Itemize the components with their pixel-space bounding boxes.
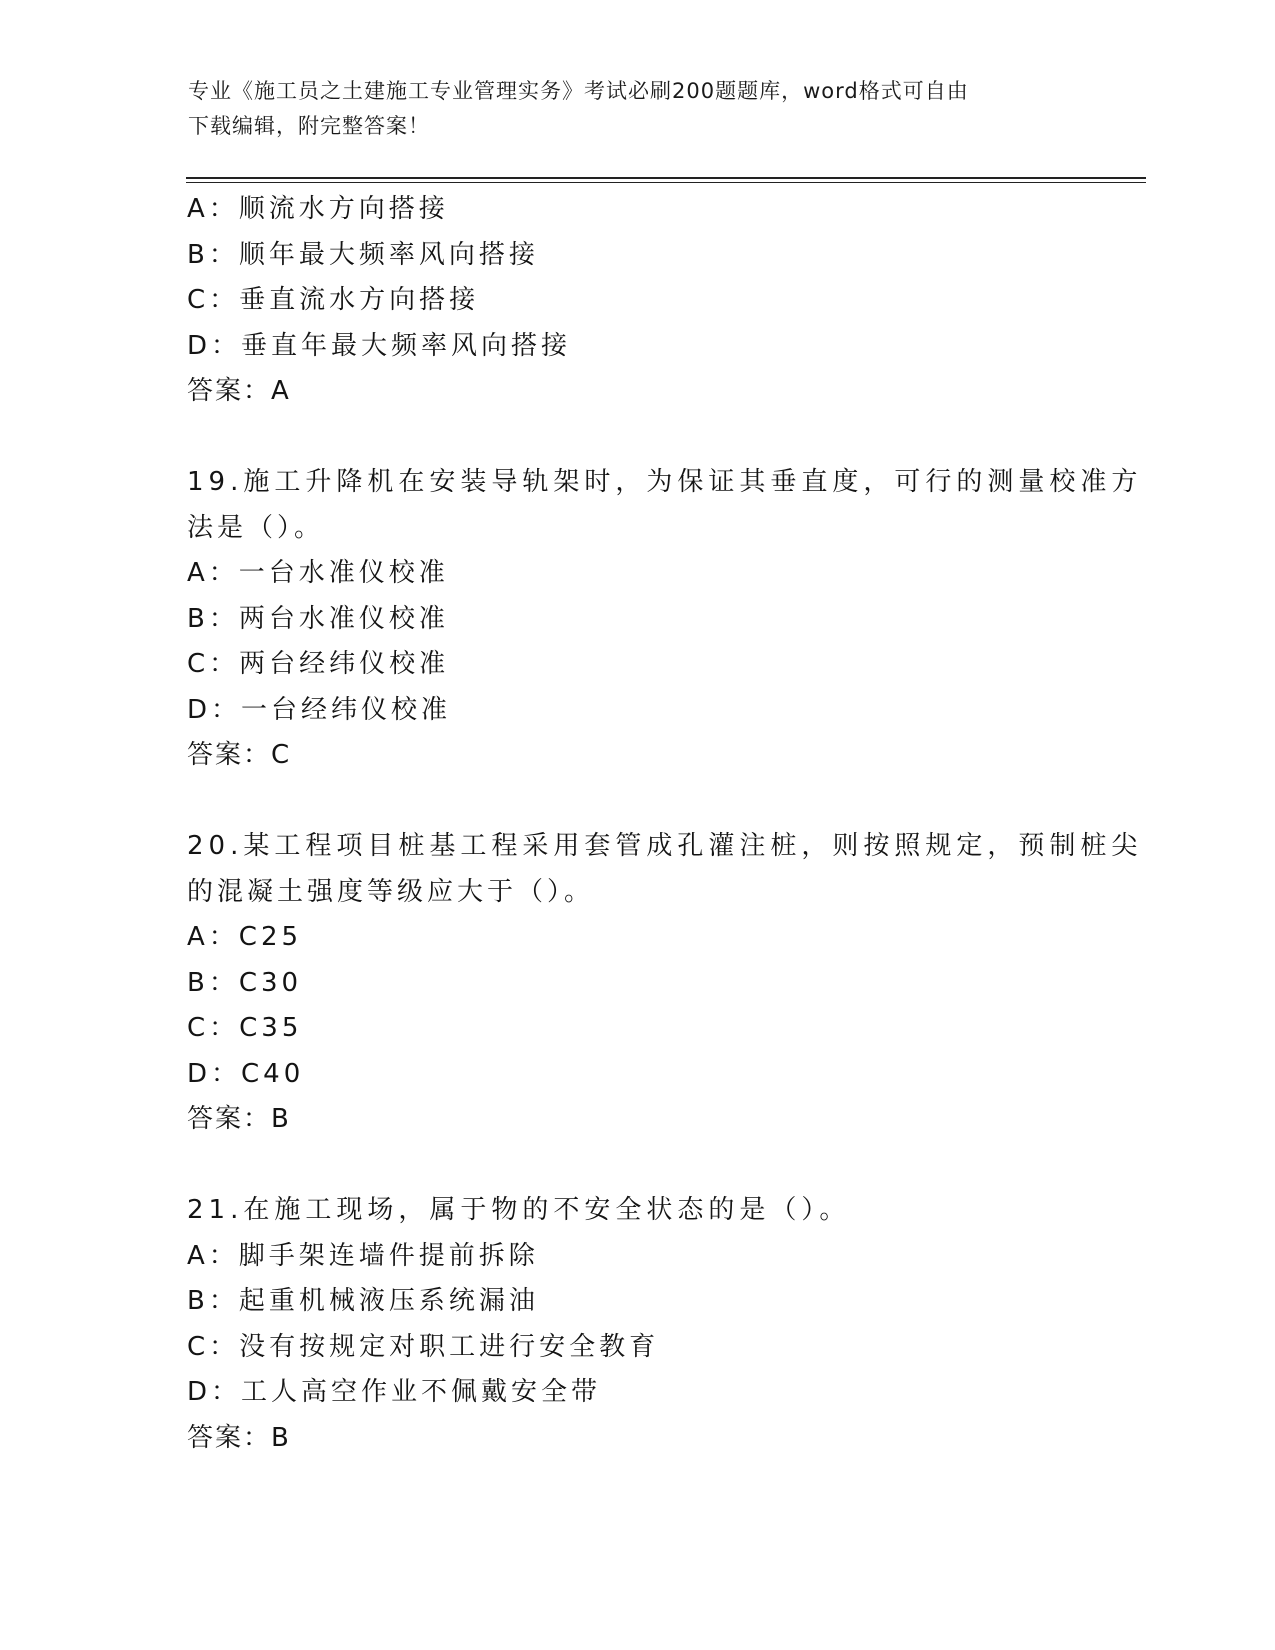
option-c: C：没有按规定对职工进行安全教育 bbox=[187, 1331, 660, 1362]
option-d: D：一台经纬仪校准 bbox=[187, 694, 452, 725]
question-stem-line-2: 法是（）。 bbox=[187, 512, 325, 543]
spacer bbox=[187, 779, 1087, 825]
question-21 bbox=[187, 1188, 1087, 1461]
option-d: D：工人高空作业不佩戴安全带 bbox=[187, 1377, 602, 1407]
answer-line: 答案：B bbox=[187, 1104, 291, 1134]
question-18 bbox=[187, 187, 1087, 415]
header-line-1: 专业《施工员之土建施工专业管理实务》考试必刷200题题库，word格式可自由 bbox=[188, 79, 969, 103]
option-a: A：脚手架连墙件提前拆除 bbox=[187, 1240, 539, 1271]
question-19 bbox=[187, 460, 1143, 779]
option-c: C：C35 bbox=[187, 1013, 303, 1043]
option-b: B：顺年最大频率风向搭接 bbox=[187, 239, 539, 270]
header-divider-thin bbox=[186, 182, 1146, 183]
question-stem-line-1: 19.施工升降机在安装导轨架时，为保证其垂直度，可行的测量校准方 bbox=[187, 467, 1143, 497]
header-divider-thick bbox=[186, 177, 1146, 179]
spacer bbox=[187, 1143, 1087, 1189]
option-c: C：垂直流水方向搭接 bbox=[187, 285, 480, 315]
question-stem-line-1: 21.在施工现场，属于物的不安全状态的是（）。 bbox=[187, 1195, 851, 1225]
option-a: A：C25 bbox=[187, 922, 303, 952]
spacer bbox=[187, 415, 1087, 461]
question-20 bbox=[187, 824, 1143, 1143]
option-d: D：垂直年最大频率风向搭接 bbox=[187, 330, 572, 361]
option-b: B：两台水准仪校准 bbox=[187, 603, 449, 634]
answer-line: 答案：A bbox=[187, 376, 291, 406]
option-a: A：顺流水方向搭接 bbox=[187, 194, 449, 224]
option-b: B：起重机械液压系统漏油 bbox=[187, 1286, 539, 1316]
option-b: B：C30 bbox=[187, 967, 303, 998]
option-c: C：两台经纬仪校准 bbox=[187, 649, 450, 679]
question-stem-line-2: 的混凝土强度等级应大于（）。 bbox=[187, 876, 595, 907]
header-line-2: 下载编辑，附完整答案！ bbox=[188, 114, 430, 138]
option-a: A：一台水准仪校准 bbox=[187, 558, 449, 588]
question-list bbox=[187, 187, 1143, 1461]
answer-line: 答案：B bbox=[187, 1422, 291, 1453]
answer-line: 答案：C bbox=[187, 740, 292, 770]
question-stem-line-1: 20.某工程项目桩基工程采用套管成孔灌注桩，则按照规定，预制桩尖 bbox=[187, 831, 1143, 861]
option-d: D：C40 bbox=[187, 1058, 305, 1089]
document-header bbox=[188, 74, 1068, 144]
